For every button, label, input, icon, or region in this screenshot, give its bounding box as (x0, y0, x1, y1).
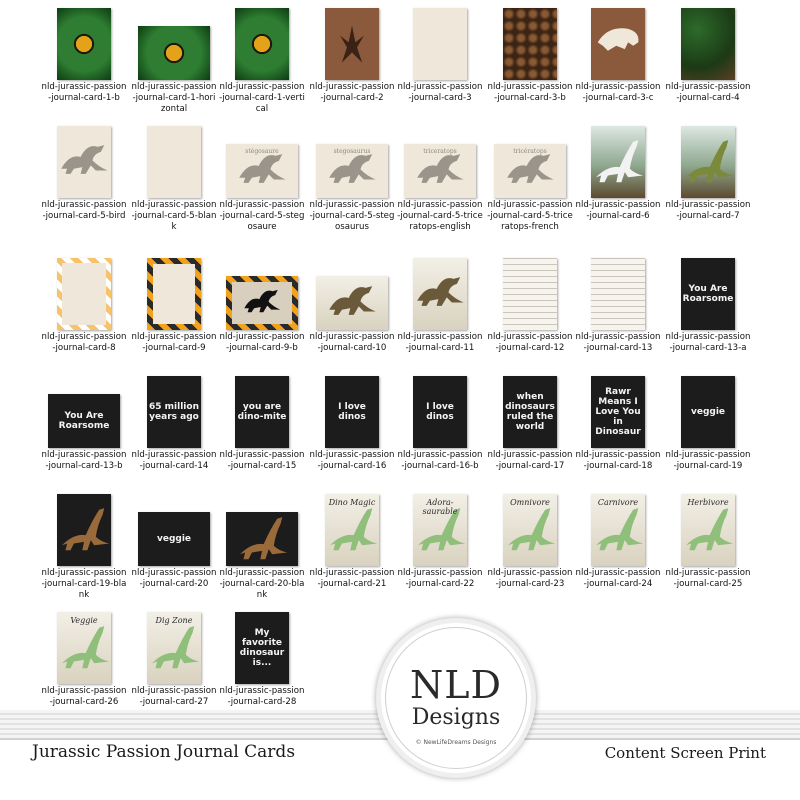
card-preview-image (226, 276, 298, 330)
card-caption: tricératops (513, 148, 547, 155)
card-preview-image (413, 258, 467, 330)
card-caption: Adora-saurable (422, 498, 458, 516)
card-preview-image (591, 494, 645, 566)
file-thumbnail-item[interactable] (574, 368, 662, 486)
card-preview-image (226, 512, 298, 566)
card-preview-image (413, 376, 467, 448)
file-name-label: nld-jurassic-passion-journal-card-27 (131, 686, 217, 707)
card-preview-image (57, 126, 111, 198)
footprint-icon (325, 8, 379, 80)
card-preview-image (138, 26, 210, 80)
file-name-label: nld-jurassic-passion-journal-card-8 (41, 332, 127, 353)
file-thumbnail-item[interactable] (308, 0, 396, 118)
dinosaur-icon (413, 258, 467, 330)
card-preview-image (235, 8, 289, 80)
content-screen-print-label: Content Screen Print (604, 744, 766, 762)
card-preview-image (316, 144, 388, 198)
card-preview-image (681, 8, 735, 80)
file-thumbnail-item[interactable] (130, 604, 218, 722)
card-preview-image (235, 612, 289, 684)
card-preview-image (325, 376, 379, 448)
file-name-label: nld-jurassic-passion-journal-card-21 (309, 568, 395, 589)
file-name-label: nld-jurassic-passion-journal-card-14 (131, 450, 217, 471)
card-preview-image (57, 8, 111, 80)
file-thumbnail-item[interactable] (396, 250, 484, 368)
file-thumbnail-item[interactable] (130, 0, 218, 118)
file-thumbnail-item[interactable] (40, 0, 128, 118)
card-caption: You Are Roarsome (682, 284, 734, 304)
file-thumbnail-item[interactable] (218, 0, 306, 118)
card-preview-image (48, 394, 120, 448)
card-inner (62, 263, 106, 325)
file-name-label: nld-jurassic-passion-journal-card-13-a (665, 332, 751, 353)
card-caption: Omnivore (510, 498, 550, 507)
dinosaur-icon (591, 126, 645, 198)
dinosaur-icon (316, 276, 388, 330)
product-title: Jurassic Passion Journal Cards (32, 742, 296, 762)
card-caption: when dinosaurs ruled the world (505, 392, 555, 432)
file-thumbnail-item[interactable] (218, 118, 306, 236)
file-name-label: nld-jurassic-passion-journal-card-4 (665, 82, 751, 103)
file-thumbnail-item[interactable] (574, 0, 662, 118)
file-name-label: nld-jurassic-passion-journal-card-5-bird (41, 200, 127, 221)
card-preview-image (147, 126, 201, 198)
file-name-label: nld-jurassic-passion-journal-card-7 (665, 200, 751, 221)
file-thumbnail-item[interactable] (664, 368, 752, 486)
file-thumbnail-item[interactable] (40, 118, 128, 236)
card-caption: 65 million years ago (149, 402, 199, 422)
card-caption: Carnivore (597, 498, 639, 507)
card-caption: I love dinos (338, 402, 366, 422)
file-thumbnail-item[interactable] (308, 250, 396, 368)
card-preview-image (494, 144, 566, 198)
file-thumbnail-item[interactable] (308, 368, 396, 486)
card-preview-image (681, 258, 735, 330)
file-thumbnail-item[interactable] (486, 486, 574, 604)
file-thumbnail-item[interactable] (664, 486, 752, 604)
card-preview-image (503, 494, 557, 566)
card-preview-image (57, 494, 111, 566)
logo-sub-text: Designs (411, 705, 501, 730)
file-name-label: nld-jurassic-passion-journal-card-5-triceratops-french (487, 200, 573, 232)
card-caption: veggie (690, 407, 726, 417)
file-thumbnail-item[interactable] (664, 118, 752, 236)
file-thumbnail-item[interactable] (218, 250, 306, 368)
file-name-label: nld-jurassic-passion-journal-card-9-b (219, 332, 305, 353)
card-preview-image (413, 494, 467, 566)
card-caption: you are dino-mite (237, 402, 287, 422)
file-name-label: nld-jurassic-passion-journal-card-9 (131, 332, 217, 353)
card-preview-image (503, 258, 557, 330)
file-name-label: nld-jurassic-passion-journal-card-1-horizontal (131, 82, 217, 114)
card-preview-image (57, 258, 111, 330)
file-name-label: nld-jurassic-passion-journal-card-22 (397, 568, 483, 589)
card-preview-image (413, 8, 467, 80)
card-caption: veggie (156, 534, 192, 544)
file-name-label: nld-jurassic-passion-journal-card-23 (487, 568, 573, 589)
card-caption: I love dinos (426, 402, 454, 422)
file-name-label: nld-jurassic-passion-journal-card-15 (219, 450, 305, 471)
card-preview-image (57, 612, 111, 684)
file-thumbnail-item[interactable] (574, 118, 662, 236)
card-preview-image (591, 258, 645, 330)
card-caption: My favorite dinosaur is... (239, 628, 285, 668)
card-preview-image (503, 376, 557, 448)
file-name-label: nld-jurassic-passion-journal-card-10 (309, 332, 395, 353)
file-name-label: nld-jurassic-passion-journal-card-28 (219, 686, 305, 707)
file-thumbnail-item[interactable] (218, 486, 306, 604)
card-preview-image (147, 376, 201, 448)
card-preview-image (147, 612, 201, 684)
card-inner (232, 282, 292, 324)
file-name-label: nld-jurassic-passion-journal-card-5-stegosaure (219, 200, 305, 232)
file-name-label: nld-jurassic-passion-journal-card-16-b (397, 450, 483, 471)
card-preview-image (591, 376, 645, 448)
file-name-label: nld-jurassic-passion-journal-card-20-blank (219, 568, 305, 600)
logo-copyright: © NewLifeDreams Designs (415, 739, 497, 746)
file-thumbnail-item[interactable] (308, 118, 396, 236)
card-preview-image (226, 144, 298, 198)
card-preview-image (138, 512, 210, 566)
file-thumbnail-item[interactable] (40, 486, 128, 604)
card-caption: Veggie (70, 616, 98, 625)
file-name-label: nld-jurassic-passion-journal-card-13 (575, 332, 661, 353)
dinosaur-icon (681, 126, 735, 198)
card-caption: stégosaure (245, 148, 279, 155)
file-name-label: nld-jurassic-passion-journal-card-17 (487, 450, 573, 471)
file-thumbnail-item[interactable] (486, 0, 574, 118)
card-preview-image (681, 494, 735, 566)
file-name-label: nld-jurassic-passion-journal-card-16 (309, 450, 395, 471)
file-name-label: nld-jurassic-passion-journal-card-5-stegosaurus (309, 200, 395, 232)
file-thumbnail-item[interactable] (486, 368, 574, 486)
trex-silhouette-icon (232, 282, 292, 324)
file-name-label: nld-jurassic-passion-journal-card-19-blank (41, 568, 127, 600)
card-preview-image (147, 258, 201, 330)
logo-main-text: NLD (410, 663, 502, 707)
dino-skull-icon (591, 8, 645, 80)
file-name-label: nld-jurassic-passion-journal-card-20 (131, 568, 217, 589)
sauropod-icon (226, 512, 298, 566)
file-name-label: nld-jurassic-passion-journal-card-1-b (41, 82, 127, 103)
file-thumbnail-item[interactable] (486, 118, 574, 236)
card-preview-image (591, 8, 645, 80)
card-preview-image (325, 494, 379, 566)
dino-sketch-icon (57, 126, 111, 198)
file-thumbnail-item[interactable] (664, 0, 752, 118)
file-thumbnail-item[interactable] (664, 250, 752, 368)
file-thumbnail-item[interactable] (574, 250, 662, 368)
card-preview-image (325, 8, 379, 80)
file-name-label: nld-jurassic-passion-journal-card-18 (575, 450, 661, 471)
card-preview-image (503, 8, 557, 80)
file-thumbnail-item[interactable] (218, 604, 306, 722)
file-name-label: nld-jurassic-passion-journal-card-13-b (41, 450, 127, 471)
file-name-label: nld-jurassic-passion-journal-card-3 (397, 82, 483, 103)
file-name-label: nld-jurassic-passion-journal-card-1-vertical (219, 82, 305, 114)
file-name-label: nld-jurassic-passion-journal-card-3-b (487, 82, 573, 103)
file-thumbnail-item[interactable] (130, 250, 218, 368)
file-thumbnail-item[interactable] (40, 250, 128, 368)
file-name-label: nld-jurassic-passion-journal-card-11 (397, 332, 483, 353)
file-thumbnail-item[interactable] (396, 486, 484, 604)
file-thumbnail-item[interactable] (40, 604, 128, 722)
card-preview-image (681, 376, 735, 448)
file-name-label: nld-jurassic-passion-journal-card-2 (309, 82, 395, 103)
card-caption: Dino Magic (328, 498, 376, 507)
card-caption: stegosaurus (333, 148, 371, 155)
nld-designs-logo (376, 618, 536, 778)
card-preview-image (316, 276, 388, 330)
sauropod-icon (57, 494, 111, 566)
file-thumbnail-item[interactable] (130, 486, 218, 604)
card-caption: Rawr Means I Love You in Dinosaur (595, 387, 641, 437)
card-caption: You Are Roarsome (58, 411, 110, 431)
file-thumbnail-item[interactable] (574, 486, 662, 604)
file-thumbnail-item[interactable] (40, 368, 128, 486)
file-thumbnail-item[interactable] (130, 118, 218, 236)
file-name-label: nld-jurassic-passion-journal-card-5-triceratops-english (397, 200, 483, 232)
file-name-label: nld-jurassic-passion-journal-card-6 (575, 200, 661, 221)
card-inner (153, 264, 195, 324)
file-thumbnail-item[interactable] (396, 118, 484, 236)
file-thumbnail-item[interactable] (396, 368, 484, 486)
file-name-label: nld-jurassic-passion-journal-card-12 (487, 332, 573, 353)
file-name-label: nld-jurassic-passion-journal-card-25 (665, 568, 751, 589)
card-caption: Herbivore (687, 498, 729, 507)
file-thumbnail-item[interactable] (486, 250, 574, 368)
file-name-label: nld-jurassic-passion-journal-card-24 (575, 568, 661, 589)
card-caption: Dig Zone (155, 616, 193, 625)
card-preview-image (681, 126, 735, 198)
file-name-label: nld-jurassic-passion-journal-card-26 (41, 686, 127, 707)
file-name-label: nld-jurassic-passion-journal-card-19 (665, 450, 751, 471)
card-preview-image (591, 126, 645, 198)
card-caption: triceratops (423, 148, 457, 155)
file-name-label: nld-jurassic-passion-journal-card-5-blank (131, 200, 217, 232)
file-thumbnail-item[interactable] (130, 368, 218, 486)
card-preview-image (404, 144, 476, 198)
card-preview-image (235, 376, 289, 448)
file-name-label: nld-jurassic-passion-journal-card-3-c (575, 82, 661, 103)
file-thumbnail-item[interactable] (396, 0, 484, 118)
file-thumbnail-item[interactable] (218, 368, 306, 486)
file-thumbnail-item[interactable] (308, 486, 396, 604)
